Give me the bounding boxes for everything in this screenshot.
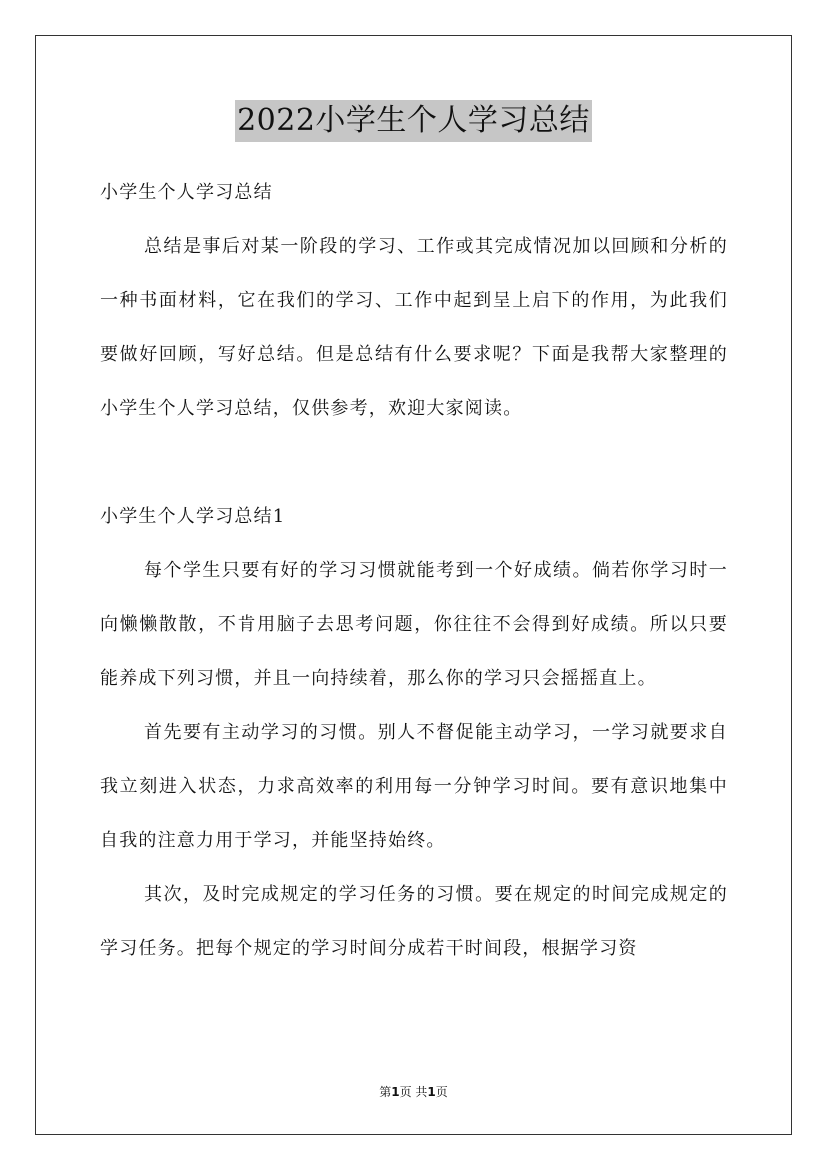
footer-page-mid: 页 共 [399, 1085, 428, 1099]
title-wrap [0, 100, 827, 142]
document-title: 2022小学生个人学习总结 [235, 100, 592, 142]
section1-heading: 小学生个人学习总结1 [100, 506, 286, 527]
section1-paragraph-1: 每个学生只要有好的学习习惯就能考到一个好成绩。倘若你学习时一向懒懒散散，不肯用脑子去思考问题，你往往不会得到好成绩。所以只要能养成下列习惯，并且一向持续着，那么你的学习只会摇摇直上。 [100, 560, 728, 689]
intro-heading: 小学生个人学习总结 [100, 182, 273, 203]
section-gap [100, 436, 728, 490]
page-footer [0, 1082, 827, 1102]
footer-page-prefix: 第 [379, 1085, 392, 1099]
document-body [100, 166, 728, 976]
footer-page-total: 1 [427, 1085, 436, 1099]
section1-paragraph-3: 其次，及时完成规定的学习任务的习惯。要在规定的时间完成规定的学习任务。把每个规定的学习时间分成若干时间段，根据学习资 [100, 884, 728, 959]
footer-page-number: 1 [391, 1085, 400, 1099]
intro-paragraph: 总结是事后对某一阶段的学习、工作或其完成情况加以回顾和分析的一种书面材料，它在我们的学习、工作中起到呈上启下的作用，为此我们要做好回顾，写好总结。但是总结有什么要求呢？下面是我帮大家整理的小学生个人学习总结，仅供参考，欢迎大家阅读。 [100, 236, 728, 419]
footer-page-suffix: 页 [435, 1085, 448, 1099]
section1-paragraph-2: 首先要有主动学习的习惯。别人不督促能主动学习，一学习就要求自我立刻进入状态，力求高效率的利用每一分钟学习时间。要有意识地集中自我的注意力用于学习，并能坚持始终。 [100, 722, 728, 851]
